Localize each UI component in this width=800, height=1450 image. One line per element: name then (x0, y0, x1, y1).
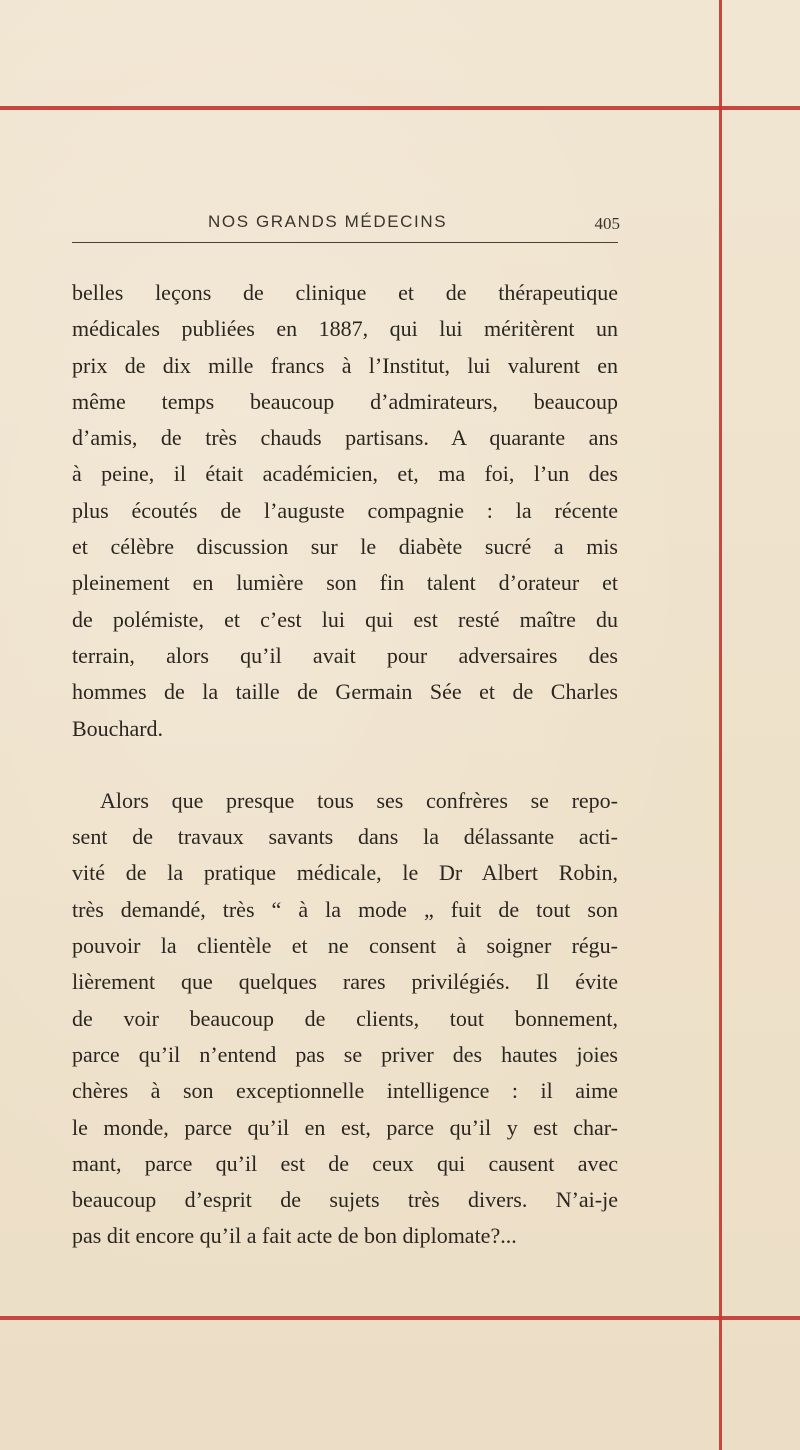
text-line: lièrement que quelques rares privilégiés. Il évite (72, 969, 618, 995)
text-line: chères à son exceptionnelle intelligence : il aime (72, 1078, 618, 1104)
text-line: même temps beaucoup d’admirateurs, beaucoup (72, 388, 618, 414)
running-head: NOS GRANDS MÉDECINS (208, 212, 448, 231)
text-line: pleinement en lumière son fin talent d’orateur et (72, 570, 618, 596)
text-line: parce qu’il n’entend pas se priver des hautes joies (72, 1041, 618, 1067)
text-line: plus écoutés de l’auguste compagnie : la récente (72, 497, 618, 523)
header-divider (72, 242, 618, 243)
text-line: médicales publiées en 1887, qui lui méritèrent un (72, 316, 618, 342)
text-line: pas dit encore qu’il a fait acte de bon diplomate?... (72, 1223, 517, 1249)
top-red-rule (0, 106, 800, 110)
text-line: mant, parce qu’il est de ceux qui causent avec (72, 1150, 618, 1176)
text-line: vité de la pratique médicale, le Dr Albert Robin, (72, 860, 618, 886)
text-line: sent de travaux savants dans la délassante acti- (72, 824, 618, 850)
paragraph-spacer (72, 747, 618, 783)
paragraph-2 (72, 783, 618, 1255)
text-line: très demandé, très “ à la mode „ fuit de tout son (72, 896, 618, 922)
body-text (72, 275, 618, 1255)
text-line: prix de dix mille francs à l’Institut, lui valurent en (72, 352, 618, 378)
text-line: de polémiste, et c’est lui qui est resté maître du (72, 606, 618, 632)
paragraph-1 (72, 275, 618, 747)
text-line: de voir beaucoup de clients, tout bonnement, (72, 1005, 618, 1031)
text-line: belles leçons de clinique et de thérapeutique (72, 280, 618, 305)
text-line: terrain, alors qu’il avait pour adversaires des (72, 642, 618, 668)
text-line: d’amis, de très chauds partisans. A quarante ans (72, 425, 618, 451)
text-line: beaucoup d’esprit de sujets très divers. N’ai-je (72, 1187, 618, 1213)
text-line: Bouchard. (72, 715, 164, 741)
text-line: Alors que presque tous ses confrères se repo- (100, 787, 618, 813)
text-line: à peine, il était académicien, et, ma foi, l’un des (72, 461, 618, 487)
page-header (70, 212, 620, 236)
bottom-red-rule (0, 1316, 800, 1320)
right-red-rule (719, 0, 722, 1450)
text-line: le monde, parce qu’il en est, parce qu’il y est char- (72, 1114, 618, 1140)
text-line: et célèbre discussion sur le diabète sucré a mis (72, 534, 618, 560)
text-line: hommes de la taille de Germain Sée et de Charles (72, 679, 618, 705)
text-line: pouvoir la clientèle et ne consent à soigner régu- (72, 933, 618, 959)
page-number: 405 (594, 214, 620, 233)
